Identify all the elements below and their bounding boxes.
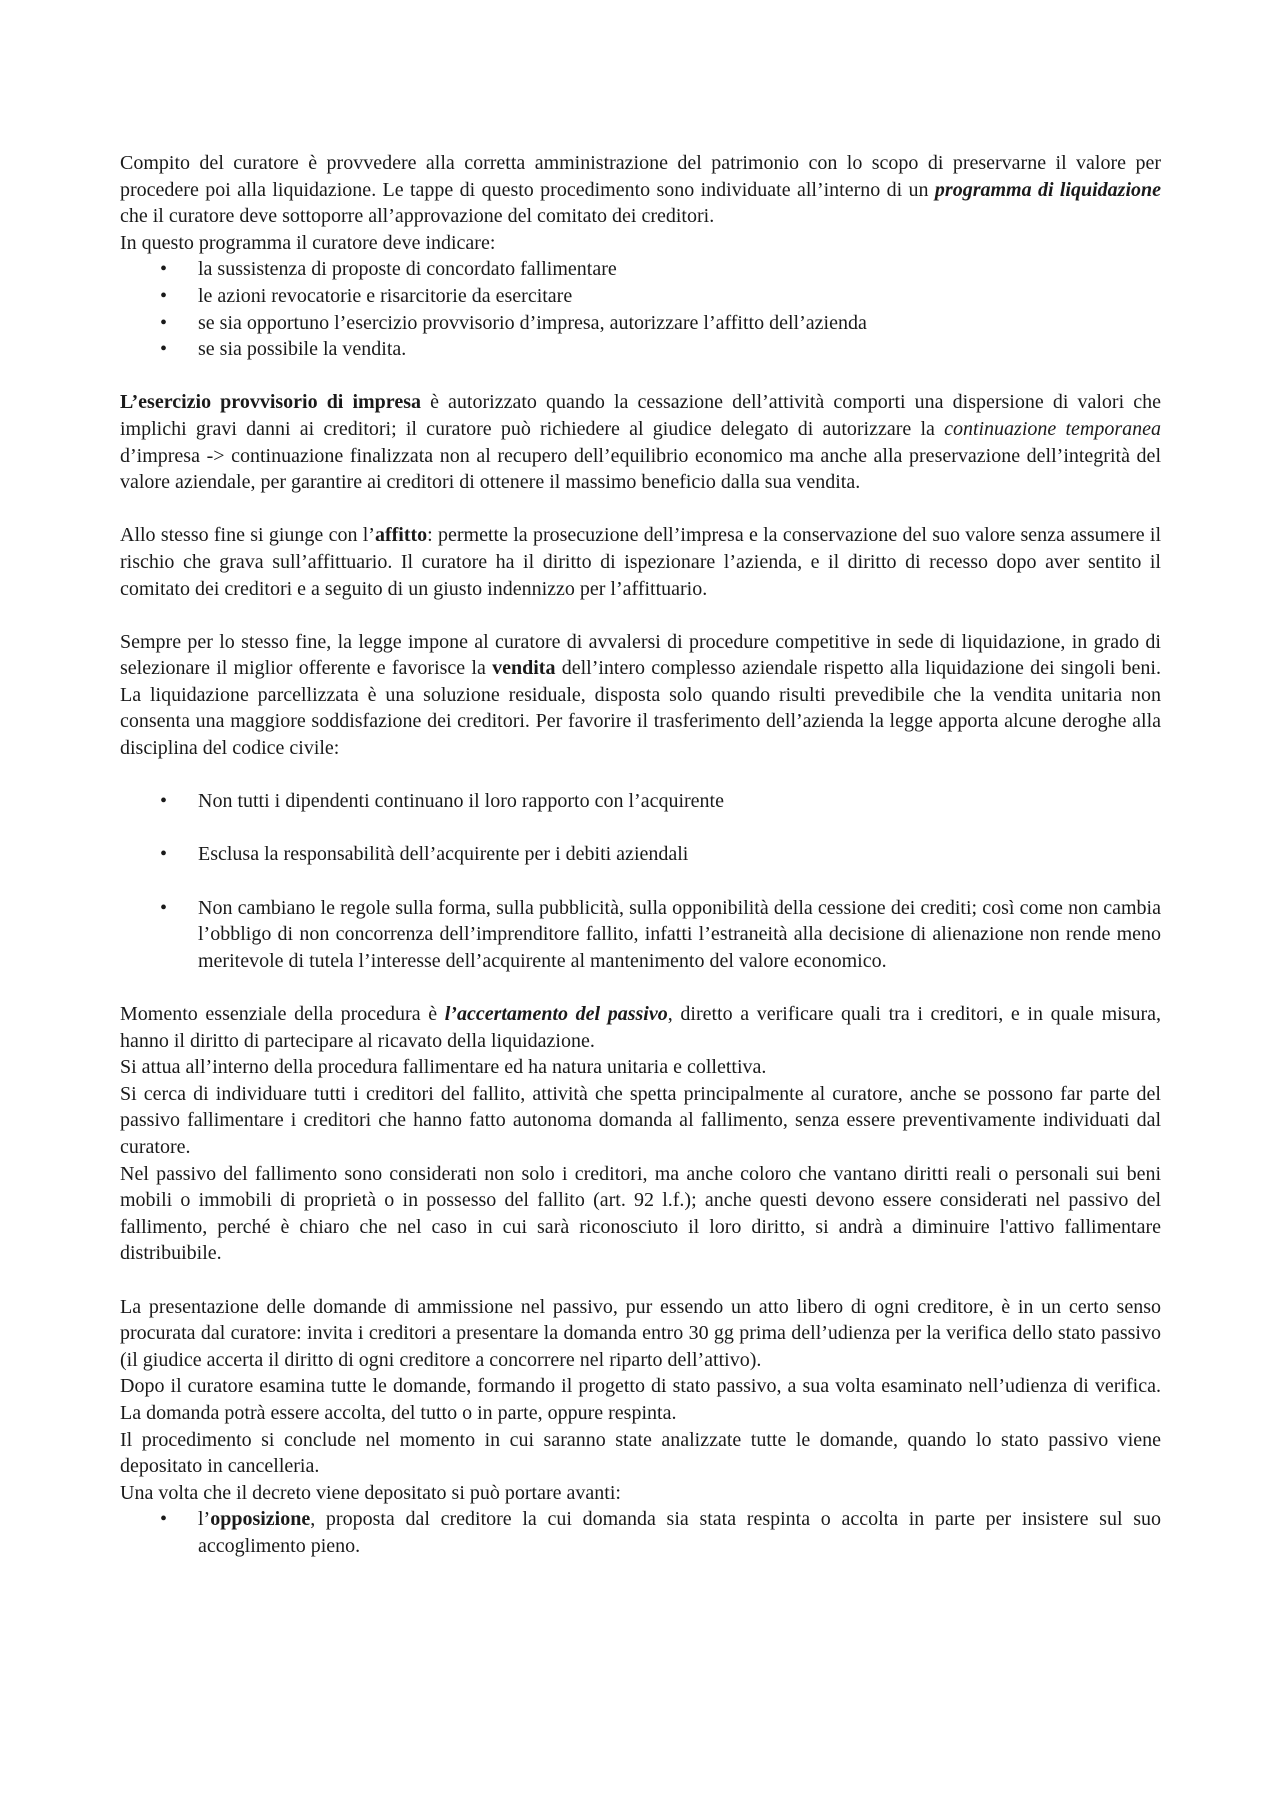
emphasis-vendita: vendita bbox=[492, 657, 556, 680]
list-item: • Esclusa la responsabilità dell’acquirente per i debiti aziendali bbox=[120, 841, 1161, 868]
list-item: • le azioni revocatorie e risarcitorie da esercitare bbox=[120, 283, 1161, 310]
paragraph-domande: La presentazione delle domande di ammissione nel passivo, pur essendo un atto libero di ogni creditore, è in un certo senso procurata dal curatore: invita i creditori a presentare la domanda entro 30 gg prima dell’udienza per la verifica dello stato passivo (il giudice accerta il diritto di ogni creditore a concorrere nel riparto dell’attivo). bbox=[120, 1295, 1161, 1371]
emphasis-opposizione: opposizione bbox=[210, 1508, 311, 1531]
list-item: • se sia opportuno l’esercizio provvisorio d’impresa, autorizzare l’affitto dell’azienda bbox=[120, 310, 1161, 337]
paragraph-compito: Compito del curatore è provvedere alla corretta amministrazione del patrimonio con lo scopo di preservarne il valore per procedere poi alla liquidazione. Le tappe di questo procedimento sono individuate all’interno di un programma di liquidazione che il curatore deve sottoporre all’approvazione del comitato dei creditori. bbox=[120, 152, 1161, 228]
list-item: • Non tutti i dipendenti continuano il loro rapporto con l’acquirente bbox=[120, 788, 1161, 815]
bullet-icon: • bbox=[160, 284, 168, 307]
bullet-icon: • bbox=[160, 790, 168, 813]
list-programma bbox=[120, 256, 1161, 362]
paragraph-programma-intro: In questo programma il curatore deve indicare: bbox=[120, 231, 496, 254]
emphasis-affitto: affitto bbox=[374, 524, 428, 547]
spacer bbox=[120, 602, 1161, 629]
spacer bbox=[120, 762, 1161, 789]
paragraph-esercizio-provvisorio: L’esercizio provvisorio di impresa è autorizzato quando la cessazione dell’attività comporti una dispersione di valori che implichi gravi danni ai creditori; il curatore può richiedere al giudice delegato di autorizzare la continuazione temporanea d’impresa -> continuazione finalizzata non al recupero dell’equilibrio economico ma anche alla preservazione dell’integrità del valore aziendale, per garantire ai creditori di ottenere il massimo beneficio dalla sua vendita. bbox=[120, 391, 1161, 494]
list-deroghe bbox=[120, 788, 1161, 974]
paragraph-conclusione: Il procedimento si conclude nel momento in cui saranno state analizzate tutte le domande, quando lo stato passivo viene depositato in cancelleria. bbox=[120, 1428, 1161, 1478]
emphasis-programma-liquidazione: programma di liquidazione bbox=[934, 178, 1161, 201]
spacer bbox=[120, 1267, 1161, 1294]
emphasis-continuazione-temporanea: continuazione temporanea bbox=[944, 417, 1161, 440]
list-item: • l’opposizione, proposta dal creditore la cui domanda sia stata respinta o accolta in parte per insistere sul suo accoglimento pieno. bbox=[160, 1508, 1161, 1557]
paragraph-creditori: Si cerca di individuare tutti i creditori del fallito, attività che spetta principalmente al curatore, anche se possono far parte del passivo fallimentare i creditori che hanno fatto autonoma domanda al fallimento, senza essere preventivamente individuati dal curatore. bbox=[120, 1082, 1161, 1158]
list-item: • la sussistenza di proposte di concordato fallimentare bbox=[120, 256, 1161, 283]
paragraph-vendita: Sempre per lo stesso fine, la legge impone al curatore di avvalersi di procedure competitive in sede di liquidazione, in grado di selezionare il miglior offerente e favorisce la vendita dell’intero complesso aziendale rispetto alla liquidazione dei singoli beni. La liquidazione parcellizzata è una soluzione residuale, disposta solo quando risulti prevedibile che la vendita unitaria non consenta una maggiore soddisfazione dei creditori. Per favorire il trasferimento dell’azienda la legge apporta alcune deroghe alla disciplina del codice civile: bbox=[120, 630, 1161, 760]
bullet-icon: • bbox=[160, 1508, 168, 1531]
list-item: • se sia possibile la vendita. bbox=[120, 336, 1161, 363]
list-opposizione bbox=[120, 1506, 1161, 1559]
emphasis-esercizio-provvisorio: L’esercizio provvisorio di impresa bbox=[120, 391, 421, 414]
emphasis-accertamento-passivo: l’accertamento del passivo bbox=[444, 1003, 668, 1025]
paragraph-progetto: Dopo il curatore esamina tutte le domande, formando il progetto di stato passivo, a sua volta esaminato nell’udienza di verifica. La domanda potrà essere accolta, del tutto o in parte, oppure respinta. bbox=[120, 1375, 1161, 1424]
paragraph-accertamento: Momento essenziale della procedura è l’accertamento del passivo, diretto a verificare quali tra i creditori, e in quale misura, hanno il diritto di partecipare al ricavato della liquidazione. bbox=[120, 1003, 1162, 1052]
bullet-icon: • bbox=[160, 258, 168, 281]
bullet-icon: • bbox=[160, 843, 168, 866]
bullet-icon: • bbox=[160, 338, 168, 361]
paragraph-diritti-reali: Nel passivo del fallimento sono considerati non solo i creditori, ma anche coloro che vantano diritti reali o personali sui beni mobili o immobili di proprietà o in possesso del fallito (art. 92 l.f.); anche questi devono essere considerati nel passivo del fallimento, perché è chiaro che nel caso in cui sarà riconosciuto il loro diritto, si andrà a diminuire l'attivo fallimentare distribuibile. bbox=[120, 1162, 1161, 1265]
paragraph-decreto: Una volta che il decreto viene depositato si può portare avanti: bbox=[120, 1481, 621, 1504]
spacer bbox=[120, 496, 1161, 523]
spacer bbox=[120, 363, 1161, 390]
paragraph-natura: Si attua all’interno della procedura fallimentare ed ha natura unitaria e collettiva. bbox=[120, 1056, 767, 1079]
bullet-icon: • bbox=[160, 311, 168, 334]
bullet-icon: • bbox=[160, 896, 168, 919]
list-item: • Non cambiano le regole sulla forma, sulla pubblicità, sulla opponibilità della cessione dei crediti; così come non cambia l’obbligo di non concorrenza dell’imprenditore fallito, infatti l’estraneità alla decisione di alienazione non rende meno meritevole di tutela l’interesse dell’acquirente al mantenimento del valore economico. bbox=[160, 896, 1161, 972]
paragraph-affitto: Allo stesso fine si giunge con l’affitto: permette la prosecuzione dell’impresa e la conservazione del suo valore senza assumere il rischio che grava sull’affittuario. Il curatore ha il diritto di ispezionare l’azienda, e il diritto di recesso dopo aver sentito il comitato dei creditori e a seguito di un giusto indennizzo per l’affittuario. bbox=[120, 524, 1161, 600]
